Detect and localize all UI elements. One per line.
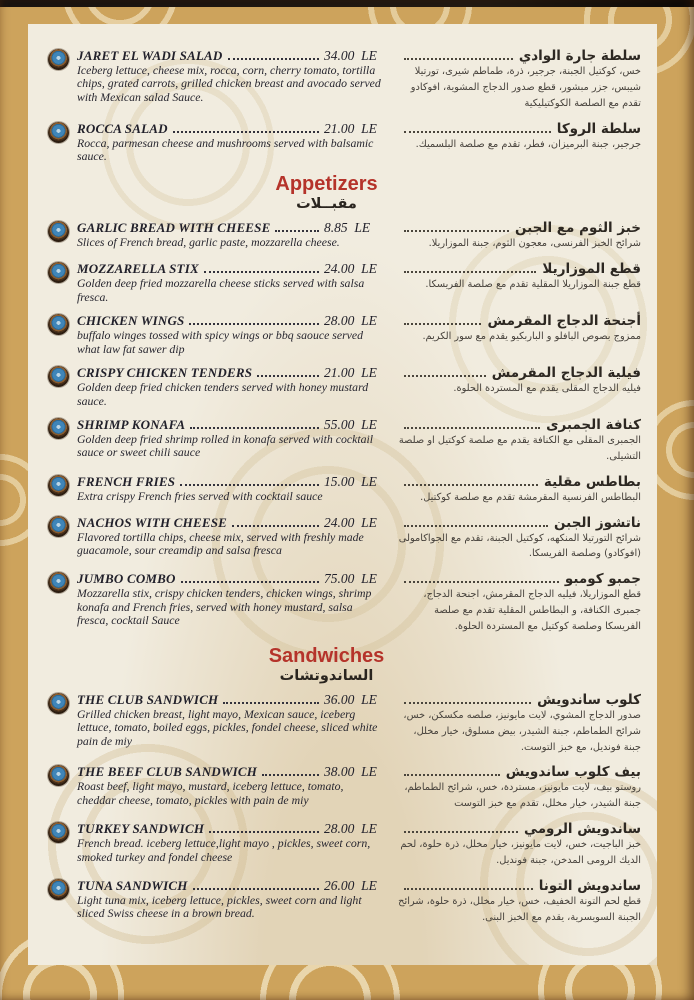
item-name-ar: بطاطس مقلية: [543, 473, 641, 490]
item-english-text: [77, 878, 398, 921]
item-arabic-column: [398, 261, 647, 293]
item-price: [324, 474, 398, 490]
item-name-en: CRISPY CHICKEN TENDERS: [77, 365, 253, 381]
menu-page: [28, 24, 657, 965]
item-desc-en: Light tuna mix, iceberg lettuce, pickles, sweet corn and light sliced Swiss cheese in a brown bread.: [77, 892, 362, 921]
item-english-column: [46, 878, 398, 921]
item-english-text: [77, 821, 398, 864]
item-price: [324, 764, 398, 780]
item-desc-ar: قطع جبنة الموزاريلا المقلية تقدم مع صلصة الفريسكا.: [425, 279, 641, 291]
item-desc-en: Golden deep fried chicken tenders served with honey mustard sauce.: [77, 380, 369, 408]
item-name-en: GARLIC BREAD WITH CHEESE: [77, 220, 271, 236]
menu-item: [46, 764, 647, 812]
brand-badge-icon: [48, 366, 69, 387]
item-price-value: 34.00: [324, 48, 355, 63]
photo-top-edge: [0, 0, 694, 7]
menu-item: [46, 48, 647, 112]
item-price-value: 28.00: [324, 821, 355, 837]
item-arabic-column: [398, 692, 647, 756]
item-name-ar: جمبو كومبو: [564, 571, 641, 588]
item-english-column: [46, 365, 398, 408]
item-desc-en: Rocca, parmesan cheese and mushrooms served with balsamic sauce.: [77, 135, 374, 164]
item-english-text: [77, 220, 398, 249]
item-price: [324, 571, 398, 587]
item-price: [324, 417, 398, 433]
item-price: [324, 220, 398, 236]
dotted-leader: [262, 774, 319, 776]
brand-badge-icon: [48, 49, 69, 70]
item-name-en: MOZZARELLA STIX: [77, 261, 199, 277]
item-arabic-column: [398, 121, 647, 153]
menu-item: [46, 474, 647, 506]
dotted-leader: [180, 484, 319, 486]
dotted-leader: [404, 702, 531, 704]
section-title-en: Appetizers: [275, 173, 378, 196]
item-arabic-column: [398, 571, 647, 635]
menu-item: [46, 878, 647, 926]
item-price-value: 26.00: [324, 877, 355, 893]
item-english-text: [77, 515, 398, 558]
dotted-leader: [404, 375, 486, 377]
item-arabic-column: [398, 48, 647, 112]
item-name-en: TUNA SANDWICH: [77, 877, 188, 893]
item-name-en: JUMBO COMBO: [77, 571, 176, 587]
currency-label: LE: [361, 261, 377, 277]
item-name-en: THE BEEF CLUB SANDWICH: [77, 764, 258, 780]
item-name-en: NACHOS WITH CHEESE: [77, 514, 228, 530]
item-price: [324, 821, 398, 837]
menu-sections: [46, 48, 647, 926]
item-name-ar: أجنحة الدجاج المقرمش: [487, 313, 641, 330]
dotted-leader: [275, 230, 319, 232]
item-arabic-column: [398, 821, 647, 869]
currency-label: LE: [361, 571, 377, 587]
item-name-en: FRENCH FRIES: [77, 473, 176, 489]
item-price: [324, 48, 398, 64]
item-desc-ar: شرائح الخبز الفرنسى، معجون الثوم، جبنة الموزاريلا.: [428, 238, 641, 250]
brand-badge-icon: [48, 314, 69, 335]
brand-badge-icon: [48, 262, 69, 283]
brand-badge-icon: [48, 879, 69, 900]
item-price-value: 28.00: [324, 313, 355, 329]
currency-label: LE: [361, 120, 377, 136]
dotted-leader: [173, 131, 319, 133]
item-name-ar: كنافة الجمبرى: [546, 416, 641, 433]
dotted-leader: [232, 525, 319, 527]
item-english-text: [77, 313, 398, 356]
item-english-text: [77, 571, 398, 627]
item-desc-ar: ممزوج بصوص البافلو و الباربكيو يقدم مع سور الكريم.: [422, 331, 641, 343]
item-desc-en: Slices of French bread, garlic paste, mozzarella cheese.: [77, 235, 340, 250]
item-name-ar: فيلية الدجاج المقرمش: [491, 365, 641, 382]
menu-item: [46, 261, 647, 304]
item-english-text: [77, 261, 398, 304]
menu-item: [46, 571, 647, 635]
item-price-value: 8.85: [324, 220, 348, 236]
item-desc-ar: قطع الموزاريلا، فيليه الدجاج المقرمش، اجنحة الدجاج، جمبرى الكنافة، و البطاطس المقلية تقدم مع صلصة الفريسكا وصلصة كوكتيل مع المستردة الحلوة.: [423, 589, 641, 632]
item-english-column: [46, 821, 398, 864]
item-arabic-column: [398, 313, 647, 345]
brand-badge-icon: [48, 572, 69, 593]
brand-badge-icon: [48, 822, 69, 843]
dotted-leader: [404, 774, 500, 776]
item-price-value: 36.00: [324, 691, 355, 707]
item-price-value: 24.00: [324, 261, 355, 277]
item-price-value: 38.00: [324, 764, 355, 780]
dotted-leader: [404, 831, 518, 833]
item-desc-en: Grilled chicken breast, light mayo, Mexican sauce, iceberg lettuce, tomato, boiled eggs, pickles, fondel cheese, sliced white pain de miy: [77, 706, 378, 748]
menu-item: [46, 515, 647, 563]
section-header: [46, 645, 607, 684]
item-arabic-column: [398, 474, 647, 506]
menu-item: [46, 121, 647, 164]
brand-badge-icon: [48, 516, 69, 537]
item-desc-en: French bread. iceberg lettuce,light mayo , pickles, sweet corn, smoked turkey and fondel cheese: [77, 836, 371, 864]
dotted-leader: [404, 427, 540, 429]
dotted-leader: [404, 230, 509, 232]
item-desc-en: Mozzarella stix, crispy chicken tenders, chicken wings, shrimp konafa and French fries, served with honey mustard, salsa fresca, cocktail Sauce: [77, 586, 372, 628]
item-desc-ar: صدور الدجاج المشوي، لايت مايونيز، صلصه مكسكن، خس، شرائح الطماطم، جبنة الشيدر، بيض مسلوق، خيار مخلل، جبنة فونديل، مع خبز التوست.: [403, 709, 641, 753]
item-desc-en: Golden deep fried mozzarella cheese sticks served with salsa fresca.: [77, 276, 365, 304]
item-name-en: JARET EL WADI SALAD: [77, 48, 223, 63]
item-english-column: [46, 48, 398, 104]
item-name-en: ROCCA SALAD: [77, 120, 168, 136]
item-name-ar: سلطة جارة الوادي: [518, 48, 641, 64]
item-name-ar: قطع الموزاريلا: [542, 261, 641, 278]
item-desc-ar: روستو بيف، لايت مايونيز، مستردة، خس، شرائح الطماطم، جبنة الشيدر، خيار مخلل، تقدم مع خبز التوست: [404, 782, 641, 810]
currency-label: LE: [361, 821, 377, 837]
item-name-ar: ساندويش التونا: [538, 877, 641, 894]
currency-label: LE: [361, 877, 377, 893]
item-name-en: TURKEY SANDWICH: [77, 821, 205, 837]
dotted-leader: [204, 271, 319, 273]
dotted-leader: [404, 484, 538, 486]
item-name-ar: ناتشوز الجبن: [554, 514, 641, 531]
item-arabic-column: [398, 515, 647, 563]
item-english-column: [46, 692, 398, 748]
item-english-text: [77, 692, 398, 748]
item-name-en: CHICKEN WINGS: [77, 313, 185, 329]
section-title-ar: مقبــلات: [296, 196, 357, 213]
item-english-column: [46, 261, 398, 304]
currency-label: LE: [361, 48, 377, 63]
item-name-ar: خبز الثوم مع الجبن: [515, 220, 641, 237]
item-english-column: [46, 220, 398, 249]
item-english-column: [46, 417, 398, 460]
item-name-en: SHRIMP KONAFA: [77, 416, 186, 432]
item-desc-ar: جرجير، جبنة البرميزان، فطر، تقدم مع صلصة البلسميك.: [415, 138, 641, 150]
dotted-leader: [193, 888, 319, 890]
item-price-value: 55.00: [324, 416, 355, 432]
item-name-ar: ساندويش الرومي: [524, 821, 641, 838]
currency-label: LE: [361, 764, 377, 780]
item-desc-en: buffalo winges tossed with spicy wings or bbq saouce served what law fat sawer dip: [77, 328, 364, 356]
dotted-leader: [404, 271, 536, 273]
item-desc-ar: البطاطس الفرنسية المقرمشة تقدم مع صلصة كوكتيل.: [420, 491, 641, 503]
dotted-leader: [404, 58, 513, 60]
dotted-leader: [181, 581, 319, 583]
item-desc-en: Golden deep fried shrimp rolled in konafa served with cocktail sauce or sweet chili sauce: [77, 431, 374, 460]
item-english-column: [46, 515, 398, 558]
currency-label: LE: [361, 365, 377, 381]
item-price-value: 21.00: [324, 120, 355, 136]
dotted-leader: [404, 581, 559, 583]
item-desc-en: Flavored tortilla chips, cheese mix, served with freshly made guacamole, sour creamdip and salsa fresca: [77, 529, 364, 557]
dotted-leader: [404, 888, 533, 890]
brand-badge-icon: [48, 221, 69, 242]
item-price: [324, 365, 398, 381]
section-title-ar: الساندوتشات: [279, 667, 374, 684]
brand-badge-icon: [48, 418, 69, 439]
currency-label: LE: [361, 514, 377, 530]
section-header: [46, 173, 607, 212]
dotted-leader: [404, 525, 548, 527]
item-desc-ar: الجمبرى المقلى مع الكنافة يقدم مع صلصة كوكتيل او صلصة التشيلى.: [398, 434, 641, 462]
dotted-leader: [190, 427, 319, 429]
menu-item: [46, 692, 647, 756]
menu-item: [46, 417, 647, 465]
dotted-leader: [228, 58, 319, 60]
item-english-column: [46, 571, 398, 627]
item-price: [324, 692, 398, 708]
item-english-text: [77, 121, 398, 164]
item-english-text: [77, 417, 398, 460]
item-english-text: [77, 48, 398, 104]
brand-badge-icon: [48, 765, 69, 786]
item-name-ar: كلوب ساندويش: [537, 691, 641, 708]
menu-item: [46, 313, 647, 356]
item-price-value: 15.00: [324, 473, 355, 489]
item-price: [324, 121, 398, 137]
item-arabic-column: [398, 417, 647, 465]
item-english-text: [77, 365, 398, 408]
dotted-leader: [189, 323, 319, 325]
item-desc-en: Roast beef, light mayo, mustard, iceberg lettuce, tomato, cheddar cheese, tomato, pickles with pain de miy: [77, 779, 344, 807]
item-price-value: 21.00: [324, 365, 355, 381]
menu-item: [46, 220, 647, 252]
item-name-ar: بيف كلوب ساندويش: [505, 764, 641, 781]
item-arabic-column: [398, 220, 647, 252]
item-desc-en: Extra crispy French fries served with cocktail sauce: [77, 488, 323, 503]
item-price: [324, 878, 398, 894]
currency-label: LE: [354, 220, 371, 236]
item-price: [324, 261, 398, 277]
menu-item: [46, 365, 647, 408]
item-desc-ar: خبز الباجيت، خس، لايت مايونيز، خيار مخلل، ذرة حلوة، لحم الديك الرومى المدخن، جبنة فونديل.: [400, 839, 641, 866]
item-desc-ar: فيليه الدجاج المقلى يقدم مع المستردة الحلوة.: [453, 383, 641, 395]
dotted-leader: [257, 375, 319, 377]
dotted-leader: [404, 323, 481, 325]
currency-label: LE: [361, 691, 377, 707]
section-title-en: Sandwiches: [268, 644, 385, 667]
item-name-en: THE CLUB SANDWICH: [77, 691, 219, 707]
item-desc-ar: خس، كوكتيل الجبنة، جرجير، ذرة، طماطم شيرى، تورتيلا شيبس، جزر مبشور، قطع صدور الدجاج المشوية، افوكادو تقدم مع الصلصة الكوكتيليكية: [410, 66, 641, 109]
dotted-leader: [404, 131, 551, 133]
item-arabic-column: [398, 764, 647, 812]
item-desc-ar: شرائح التورتيلا المنكهه، كوكتيل الجبنة، تقدم مع الجواكامولى (افوكادو) وصلصة الفريسكا.: [398, 532, 641, 560]
currency-label: LE: [361, 416, 377, 432]
menu-item: [46, 821, 647, 869]
item-english-text: [77, 764, 398, 807]
item-english-column: [46, 313, 398, 356]
currency-label: LE: [361, 313, 377, 329]
item-arabic-column: [398, 365, 647, 397]
dotted-leader: [223, 702, 319, 704]
brand-badge-icon: [48, 475, 69, 496]
item-desc-en: Iceberg lettuce, cheese mix, rocca, corn, cherry tomato, tortilla chips, grated carrots, grilled chicken breast and avocado served with Mexican salad Sauce.: [77, 63, 381, 104]
item-english-text: [77, 474, 398, 503]
item-price-value: 24.00: [324, 514, 355, 530]
item-arabic-column: [398, 878, 647, 926]
dotted-leader: [209, 831, 319, 833]
item-price: [324, 313, 398, 329]
item-price-value: 75.00: [324, 571, 355, 587]
item-english-column: [46, 764, 398, 807]
item-english-column: [46, 121, 398, 164]
item-desc-ar: قطع لحم التونة الخفيف، خس، خيار مخلل، ذرة حلوة، شرائح الجبنة السويسرية، يقدم مع الخبز البنى.: [398, 895, 641, 923]
item-name-ar: سلطة الروكا: [556, 120, 641, 137]
item-price: [324, 515, 398, 531]
item-english-column: [46, 474, 398, 503]
currency-label: LE: [361, 473, 377, 489]
brand-badge-icon: [48, 693, 69, 714]
brand-badge-icon: [48, 122, 69, 143]
